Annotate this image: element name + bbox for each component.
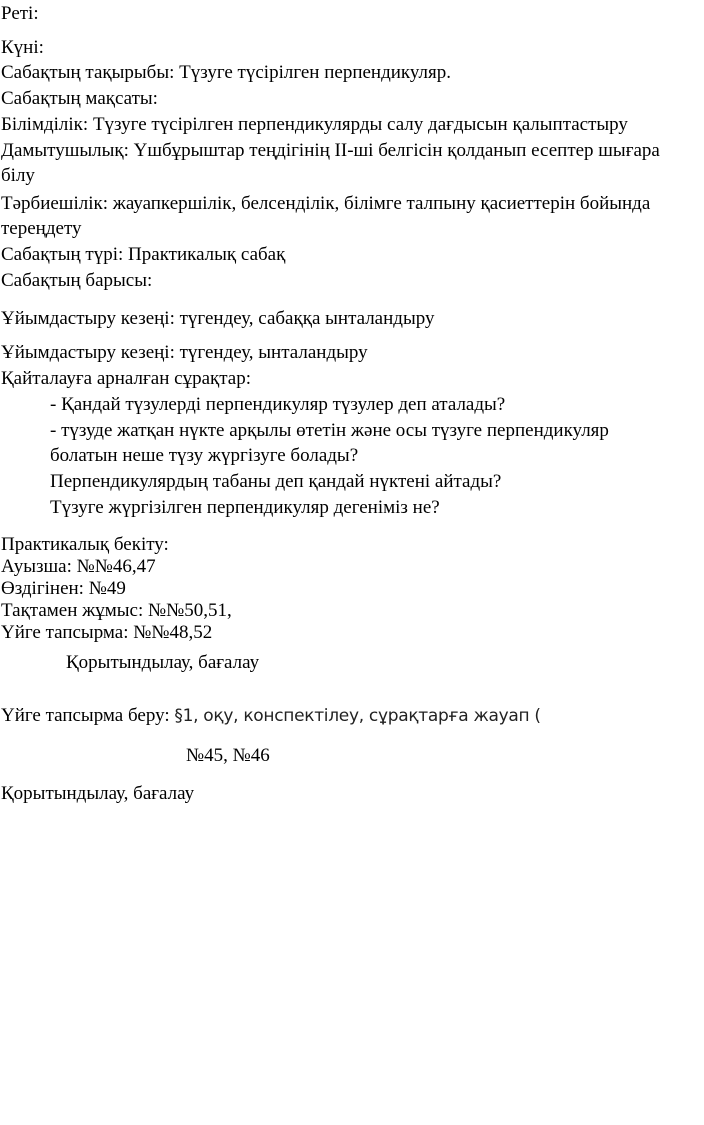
homework-assign-detail: §1, оқу, конспектілеу, сұрақтарға жауап (	[174, 706, 541, 726]
lesson-type: Сабақтың түрі: Практикалық сабақ	[1, 244, 286, 265]
educational-goal: Білімділік: Түзуге түсірілген перпендикулярды салу дағдысын қалыптастыру	[1, 114, 628, 135]
developmental-goal-line1: Дамытушылық: Үшбұрыштар теңдігінің ІІ-ші белгісін қолданып есептер шығара	[1, 140, 660, 161]
practice-board-work: Тақтамен жұмыс: №№50,51,	[1, 600, 232, 621]
review-question-3: Перпендикулярдың табаны деп қандай нүктені айтады?	[50, 471, 502, 492]
homework-numbers: №45, №46	[186, 745, 270, 766]
homework-assign-label: Үйге тапсырма беру:	[1, 705, 175, 726]
upbringing-goal-line2: тереңдету	[1, 218, 82, 239]
review-question-4: Түзуге жүргізілген перпендикуляр дегеніміз не?	[50, 497, 440, 518]
review-question-2-line2: болатын неше түзу жүргізуге болады?	[50, 445, 359, 466]
review-heading: Қайталауға арналған сұрақтар:	[1, 368, 252, 389]
review-question-1: - Қандай түзулерді перпендикуляр түзулер деп аталады?	[50, 394, 506, 415]
practice-summary: Қорытындылау, бағалау	[66, 652, 260, 673]
order-label: Реті:	[1, 3, 39, 24]
developmental-goal-line2: білу	[1, 165, 35, 186]
practice-independent: Өздігінен: №49	[1, 578, 126, 599]
closing-summary: Қорытындылау, бағалау	[1, 783, 195, 804]
organization-stage-second: Ұйымдастыру кезеңі: түгендеу, ынталандыру	[1, 342, 368, 363]
process-heading: Сабақтың барысы:	[1, 270, 153, 291]
organization-stage-first: Ұйымдастыру кезеңі: түгендеу, сабаққа ынталандыру	[1, 308, 435, 329]
practice-homework: Үйге тапсырма: №№48,52	[1, 622, 213, 643]
goals-heading: Сабақтың мақсаты:	[1, 88, 158, 109]
homework-assign	[1, 705, 541, 727]
upbringing-goal-line1: Тәрбиешілік: жауапкершілік, белсенділік, білімге талпыну қасиеттерін бойында	[1, 193, 651, 214]
review-question-2-line1: - түзуде жатқан нүкте арқылы өтетін және осы түзуге перпендикуляр	[50, 420, 609, 441]
practice-oral: Ауызша: №№46,47	[1, 556, 156, 577]
practice-heading: Практикалық бекіту:	[1, 534, 169, 555]
lesson-topic: Сабақтың тақырыбы: Түзуге түсірілген перпендикуляр.	[1, 62, 452, 83]
date-label: Күні:	[1, 37, 44, 58]
